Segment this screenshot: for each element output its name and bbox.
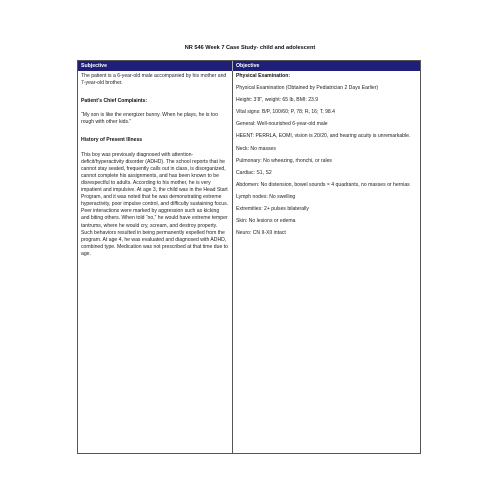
extremities-finding: Extremities: 2+ pulses bilaterally bbox=[236, 206, 309, 213]
subjective-header: Subjective bbox=[78, 61, 233, 71]
skin-finding: Skin: No lesions or edema bbox=[236, 218, 296, 225]
patient-intro: The patient is a 6-year-old male accompanied by his mother and 7-year-old brother. bbox=[81, 73, 227, 87]
general-finding: General: Well-nourished 6-year-old male bbox=[236, 121, 328, 128]
exam-source: Physical Examination (Obtained by Pediatrician 2 Days Earlier) bbox=[236, 85, 379, 92]
pulmonary-finding: Pulmonary: No wheezing, rhonchi, or rales bbox=[236, 157, 332, 164]
objective-header: Objective bbox=[236, 63, 260, 69]
subjective-column bbox=[78, 71, 233, 453]
hpi-heading: History of Present Illness bbox=[81, 137, 143, 144]
neuro-finding: Neuro: CN II-XII intact bbox=[236, 230, 286, 237]
table-body-row bbox=[78, 71, 420, 453]
chief-complaints-text: “My son is like the energizer bunny. When he plays, he is too rough with other kids.” bbox=[81, 112, 218, 126]
exam-heading: Physical Examination: bbox=[236, 73, 291, 79]
neck-finding: Neck: No masses bbox=[236, 145, 276, 152]
abdomen-finding: Abdomen: No distension, bowel sounds × 4 quadrants, no masses or hernias bbox=[236, 181, 410, 188]
document-title: NR 546 Week 7 Case Study- child and adolescent bbox=[184, 45, 316, 51]
case-study-table bbox=[77, 60, 421, 454]
lymph-finding: Lymph nodes: No swelling bbox=[236, 193, 296, 200]
table-header-row bbox=[78, 61, 420, 71]
vital-signs: Vital signs: B/P, 100/60; P, 78; R, 16; T, 98.4 bbox=[236, 109, 336, 116]
cardiac-finding: Cardiac: S1, S2 bbox=[236, 169, 272, 176]
objective-column bbox=[233, 71, 420, 453]
heent-finding: HEENT: PERRLA, EOMI, vision is 20/20, and hearing acuity is unremarkable. bbox=[236, 133, 411, 140]
chief-complaints-heading: Patient’s Chief Complaints: bbox=[81, 98, 148, 105]
hpi-text: This boy was previously diagnosed with attention-deficit/hyperactivity disorder (ADHD). The school reports that he cannot stay seated, frequently calls out in class, is disorganized, cannot complete his assignments, and has been known to be disrespectful to adults. According to his mother, he is very impatient and impulsive. At age 3, the child was in the Head Start Program, and it was noted that he was demonstrating extreme hyperactivity, poor impulse control, and difficulty sustaining focus. Peer interactions were marked by aggression such as kicking and biting others. When told “no,” he would have extreme temper tantrums, where he would cry, scream, and destroy property. Such behaviors resulted in being permanently expelled from the program. At age 4, he was evaluated and diagnosed with ADHD, combined type. Medication was not prescribed at that time due to age. bbox=[81, 151, 229, 257]
height-weight: Height: 3’8”, weight: 65 lb, BMI: 23.9 bbox=[236, 97, 319, 104]
